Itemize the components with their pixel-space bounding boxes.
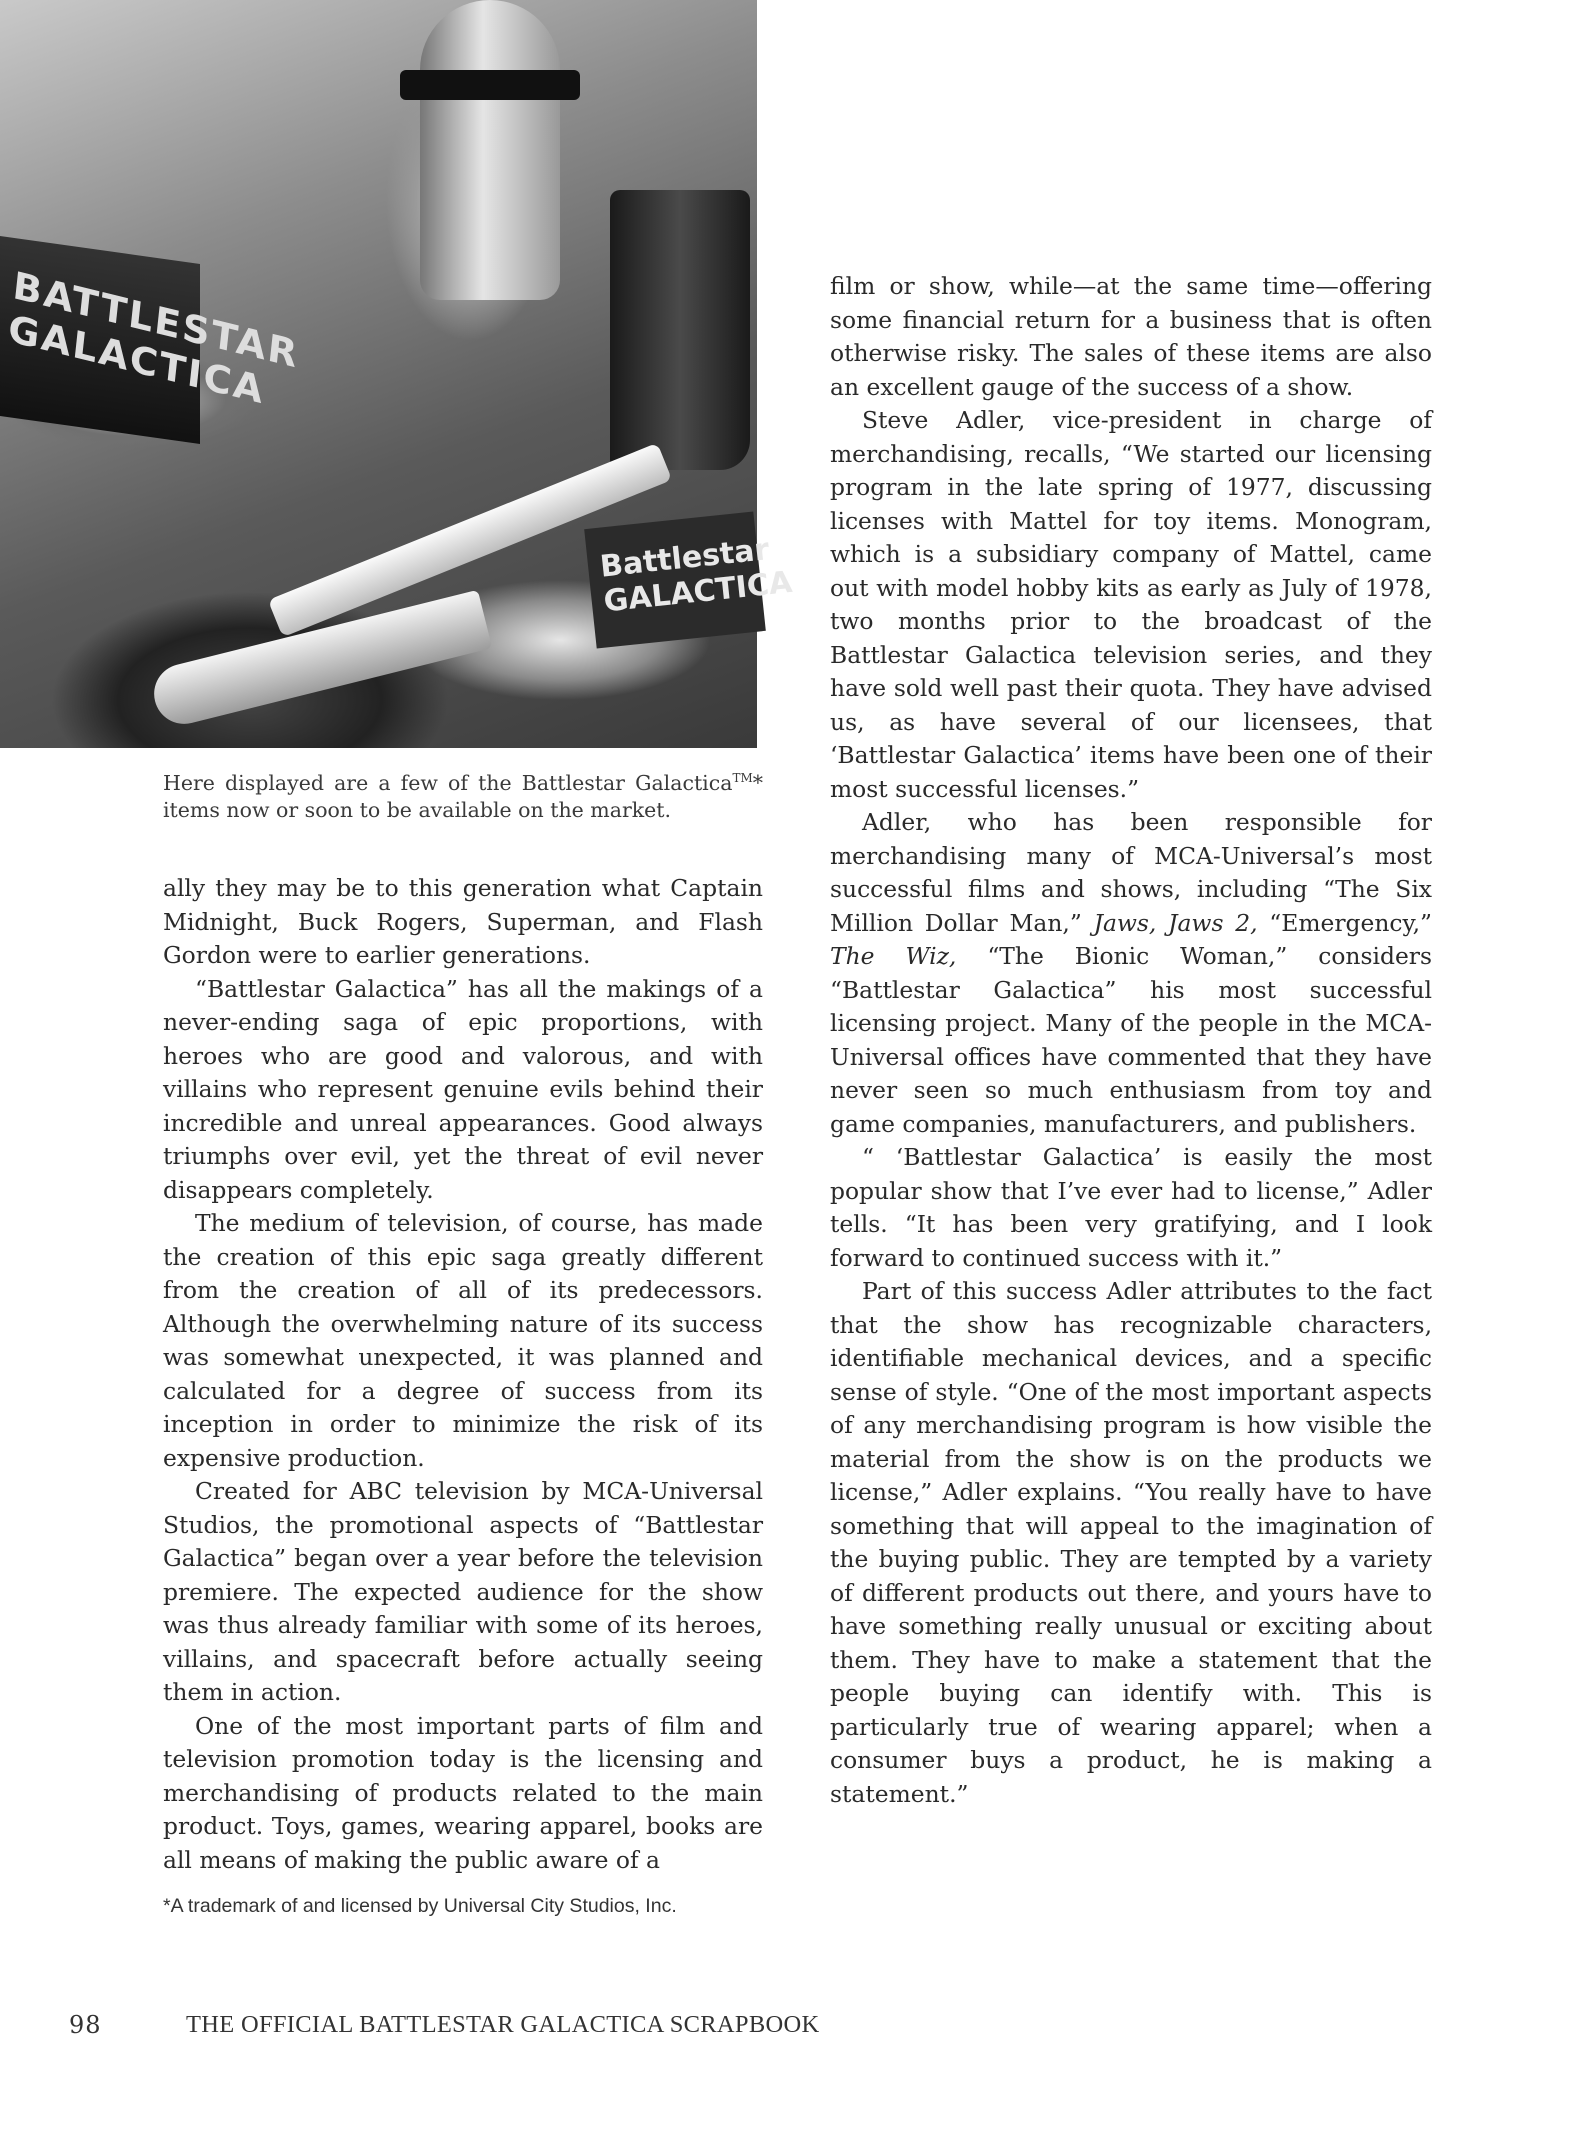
- photo-caption: [163, 770, 763, 823]
- right-paragraph-2: Steve Adler, vice-president in charge of merchandising, recalls, “We started our licensing program in the late spring of 1977, discussing licenses with Mattel for toy items. Monogram, which is a subsidiary company of Mattel, came out with model hobby kits as early as July of 1978, two months prior to the broadcast of the Battlestar Galactica television series, and they have sold well past their quota. They have advised us, as have several of our licensees, that ‘Battlestar Galactica’ items have been one of their most successful licenses.”: [830, 406, 1432, 803]
- left-paragraph-4: Created for ABC television by MCA-Universal Studios, the promotional aspects of “Battlestar Galactica” began over a year before the television premiere. The expected audience for the show was thus already familiar with some of its heroes, villains, and spacecraft before actually seeing them in action.: [163, 1477, 763, 1706]
- right-paragraph-5: Part of this success Adler attributes to the fact that the show has recognizable characters, identifiable mechanical devices, and a specific sense of style. “One of the most important aspects of any merchandising program is how visible the material from the show is on the products we license,” Adler explains. “You really have to have something that will appeal to the imagination of the buying public. They are tempted by a variety of different products out there, and yours have to have something really unusual or exciting about them. They have to make a statement that the people buying can identify with. This is particularly true of wearing apparel; when a consumer buys a product, he is making a statement.”: [830, 1277, 1432, 1808]
- running-title: THE OFFICIAL BATTLESTAR GALACTICA SCRAPBOOK: [186, 2011, 820, 2038]
- trademark-superscript: TM: [732, 771, 753, 786]
- merchandise-photo: [0, 0, 794, 748]
- adler-text-3: “The Bionic Woman,” considers “Battlestar Galactica” his most successful licensing project. Many of the people in the MCA-Universal offices have commented that they have never seen so much enthusiasm from toy and game companies, manufacturers, and publishers.: [830, 942, 1432, 1138]
- caption-text-1: Here displayed are a few of the Battlestar Galactica: [163, 771, 733, 795]
- board-game-box: [0, 236, 302, 444]
- left-paragraph-1: ally they may be to this generation what Captain Midnight, Buck Rogers, Superman, and Flash Gordon were to earlier generations.: [163, 874, 763, 969]
- boot: [610, 190, 750, 470]
- right-paragraph-4: “ ‘Battlestar Galactica’ is easily the most popular show that I’ve ever had to license,” Adler tells. “It has been very gratifying, and I look forward to continued success with it.”: [830, 1143, 1432, 1272]
- adler-text-1: Adler, who has been responsible for merchandising many of MCA-Universal’s most successful films and shows, including “The Six Million Dollar Man,”: [830, 808, 1432, 937]
- jaws-titles: Jaws, Jaws 2,: [1093, 908, 1258, 937]
- left-column: [163, 872, 763, 1877]
- left-paragraph-3: The medium of television, of course, has made the creation of this epic saga greatly different from the creation of all of its predecessors. Although the overwhelming nature of its success was somewhat unexpected, it was planned and calculated for a degree of success from its inception in order to minimize the risk of its expensive production.: [163, 1209, 763, 1472]
- adler-text-2: “Emergency,”: [1269, 908, 1433, 937]
- caption-text-2: * items now or soon to be available on the market.: [163, 771, 763, 822]
- wiz-title: The Wiz,: [830, 942, 957, 970]
- right-paragraph-3: [830, 806, 1432, 1141]
- right-paragraph-1: film or show, while—at the same time—offering some financial return for a business that is often otherwise risky. The sales of these items are also an excellent gauge of the success of a show.: [830, 272, 1432, 401]
- trademark-footnote: *A trademark of and licensed by Universal City Studios, Inc.: [163, 1895, 677, 1917]
- cylon-visor: [400, 70, 580, 100]
- left-paragraph-5: One of the most important parts of film and television promotion today is the licensing and merchandising of products related to the main product. Toys, games, wearing apparel, books are all means of making the public aware of a: [163, 1711, 763, 1874]
- trading-cards-text: Battlestar GALACTICA: [598, 532, 794, 620]
- page-number: 98: [69, 2011, 102, 2039]
- left-paragraph-2: “Battlestar Galactica” has all the makings of a never-ending saga of epic proportions, with heroes who are good and valorous, and with villains who represent genuine evils behind their incredible and unreal appearances. Good always triumphs over evil, yet the threat of evil never disappears completely.: [163, 974, 763, 1204]
- board-game-box-text: BATTLESTAR GALACTICA: [6, 263, 302, 413]
- trading-cards-box: [584, 511, 794, 648]
- cylon-helmet: [420, 0, 560, 300]
- right-column: [830, 270, 1432, 1811]
